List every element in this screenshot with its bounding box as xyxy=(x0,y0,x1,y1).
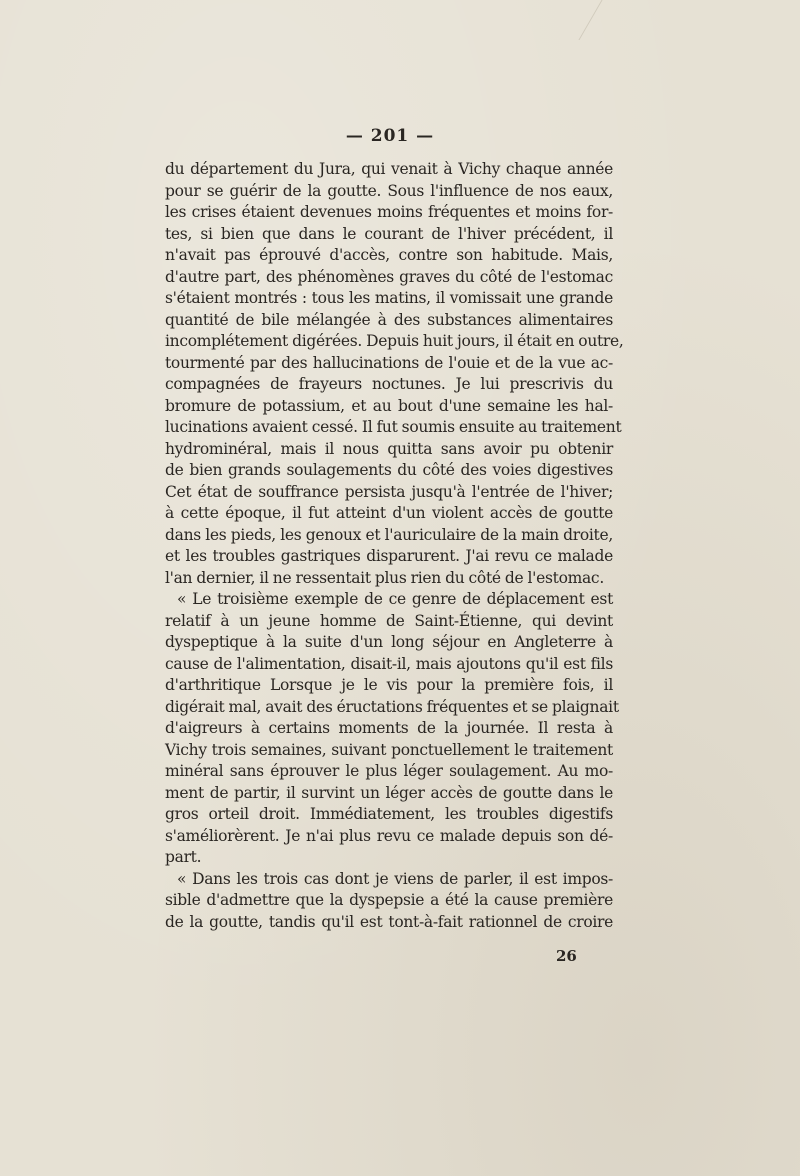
text-line: relatif à un jeune homme de Saint-Étienne, qui devint xyxy=(165,611,613,630)
text-line: l'an dernier, il ne ressentait plus rien du côté de l'estomac. xyxy=(165,568,604,587)
text-line: les crises étaient devenues moins fréquentes et moins for- xyxy=(165,203,613,221)
text-line: dans les pieds, les genoux et l'auriculaire de la main droite, xyxy=(165,525,613,544)
body-text xyxy=(165,159,624,933)
text-line: « Dans les trois cas dont je viens de parler, il est impos- xyxy=(177,869,613,888)
text-line: du département du Jura, qui venait à Vichy chaque année xyxy=(165,160,613,178)
text-line: à cette époque, il fut atteint d'un violent accès de goutte xyxy=(165,504,613,522)
text-line: lucinations avaient cessé. Il fut soumis ensuite au traitement xyxy=(165,418,622,436)
text-line: d'arthritique Lorsque je le vis pour la première fois, il xyxy=(165,676,613,694)
text-line: dyspeptique à la suite d'un long séjour en Angleterre à xyxy=(165,633,613,651)
text-line: incomplétement digérées. Depuis huit jours, il était en outre, xyxy=(165,332,624,350)
text-line: digérait mal, avait des éructations fréquentes et se plaignait xyxy=(165,697,619,716)
text-line: pour se guérir de la goutte. Sous l'influence de nos eaux, xyxy=(165,181,613,200)
text-line: « Le troisième exemple de ce genre de déplacement est xyxy=(177,590,613,608)
text-line: compagnées de frayeurs noctunes. Je lui prescrivis du xyxy=(165,375,613,393)
text-line: gros orteil droit. Immédiatement, les troubles digestifs xyxy=(165,805,613,823)
page-number: — 201 — xyxy=(345,126,435,146)
text-line: part. xyxy=(165,848,202,866)
paper-fold-mark xyxy=(578,0,632,40)
text-line: s'améliorèrent. Je n'ai plus revu ce malade depuis son dé- xyxy=(165,826,613,845)
text-line: et les troubles gastriques disparurent. J'ai revu ce malade xyxy=(165,547,613,565)
text-line: bromure de potassium, et au bout d'une semaine les hal- xyxy=(165,396,613,415)
signature-mark: 26 xyxy=(556,947,577,965)
text-line: de bien grands soulagements du côté des voies digestives xyxy=(165,461,613,479)
text-line: n'avait pas éprouvé d'accès, contre son habitude. Mais, xyxy=(165,246,613,264)
text-line: cause de l'alimentation, disait-il, mais ajoutons qu'il est fils xyxy=(165,654,613,673)
text-line: de la goutte, tandis qu'il est tont-à-fait rationnel de croire xyxy=(165,912,613,931)
text-line: Cet état de souffrance persista jusqu'à l'entrée de l'hiver; xyxy=(165,482,613,501)
text-line: Vichy trois semaines, suivant ponctuellement le traitement xyxy=(165,740,613,759)
text-line: ment de partir, il survint un léger accès de goutte dans le xyxy=(165,783,613,802)
text-line: tes, si bien que dans le courant de l'hiver précédent, il xyxy=(165,224,613,243)
text-line: hydrominéral, mais il nous quitta sans avoir pu obtenir xyxy=(165,439,613,458)
text-line: s'étaient montrés : tous les matins, il vomissait une grande xyxy=(165,289,613,307)
text-line: sible d'admettre que la dyspepsie a été la cause première xyxy=(165,891,613,909)
text-line: tourmenté par des hallucinations de l'ouie et de la vue ac- xyxy=(165,353,613,372)
text-line: quantité de bile mélangée à des substances alimentaires xyxy=(165,310,613,329)
text-line: minéral sans éprouver le plus léger soulagement. Au mo- xyxy=(165,762,613,780)
text-line: d'aigreurs à certains moments de la journée. Il resta à xyxy=(165,719,613,737)
text-line: d'autre part, des phénomènes graves du côté de l'estomac xyxy=(165,267,613,286)
